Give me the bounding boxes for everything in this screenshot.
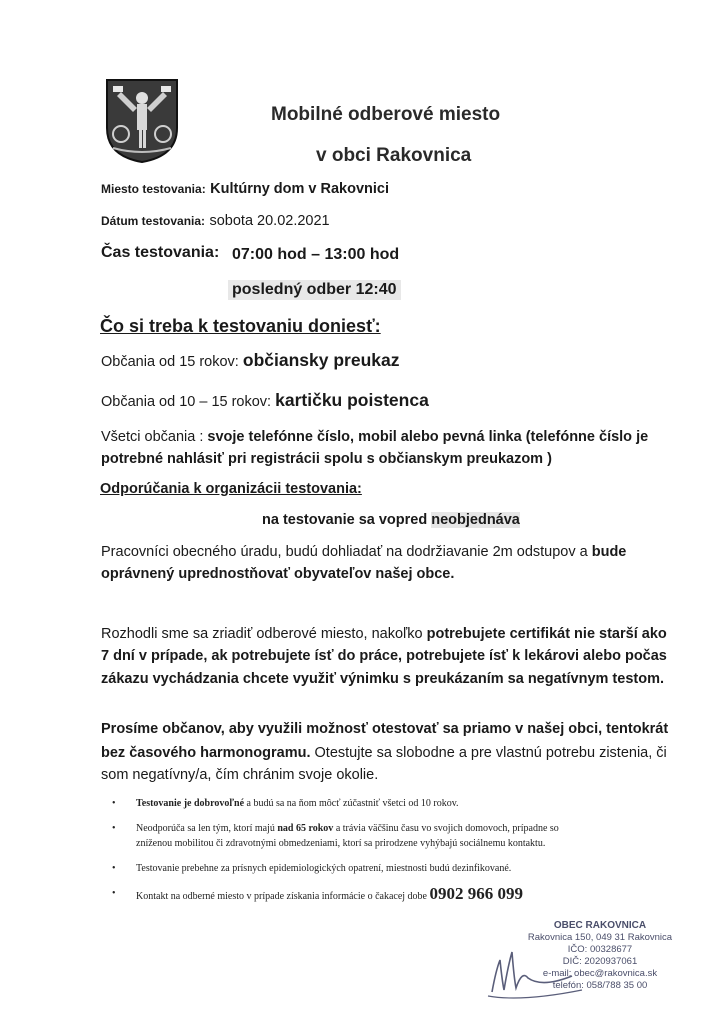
bullet-4: Kontakt na odberné miesto v prípade získania informácie o čakacej dobe (136, 891, 430, 902)
date-row (101, 212, 330, 230)
bullet-list (112, 796, 632, 914)
bullet-item-1 (112, 796, 632, 811)
bullet-item-2 (112, 821, 632, 851)
bring-line-2 (101, 390, 429, 411)
bring-line-2-prefix: Občania od 10 – 15 rokov: (101, 394, 276, 410)
bullet-icon: • (112, 798, 116, 809)
stamp-name: OBEC RAKOVNICA (553, 920, 647, 931)
no-appointment-highlight: neobjednáva (431, 512, 520, 528)
place-row (101, 180, 389, 198)
bullet-1-rest: a budú sa na ňom môcť zúčastniť všetci od 10 rokov. (244, 798, 459, 809)
date-value: sobota 20.02.2021 (209, 213, 330, 229)
stamp-ico: IČO: 00328677 (567, 944, 633, 955)
stamp-email: e-mail: obec@rakovnica.sk (542, 968, 658, 979)
paragraph-1-line-1 (101, 543, 626, 561)
paragraph-2-bold-b: 7 dní v prípade, ak potrebujete ísť do práce, potrebujete ísť k lekárovi alebo počas (101, 648, 667, 664)
last-sample: posledný odber 12:40 (228, 280, 401, 300)
no-appointment-line (262, 512, 520, 528)
bullet-icon: • (112, 863, 116, 874)
bullet-2-c: zníženou mobilitou či zdravotnými obmedzeniami, ktorí sa prirodzene vyhýbajú sociálnemu kontaktu. (136, 838, 546, 849)
bullet-1-bold: Testovanie je dobrovoľné (136, 798, 245, 809)
coat-of-arms-icon (103, 76, 181, 164)
bring-line-2-value: kartičku poistenca (275, 390, 429, 410)
place-label: Miesto testovania: (101, 182, 206, 196)
bring-line-3-bold-b: potrebné nahlásiť pri registrácii spolu s občianskym preukazom ) (101, 451, 552, 467)
paragraph-1-normal: Pracovníci obecného úradu, budú dohliadať na dodržiavanie 2m odstupov a (101, 544, 592, 560)
paragraph-1-bold-b: oprávnený uprednostňovať obyvateľov našej obce. (101, 566, 455, 582)
stamp-address: Rakovnica 150, 049 31 Rakovnica (527, 932, 673, 943)
title-line-2: v obci Rakovnica (316, 145, 472, 166)
paragraph-2-bold-a: potrebujete certifikát nie starší ako (426, 626, 667, 642)
bring-heading: Čo si treba k testovaniu doniesť: (100, 316, 381, 336)
paragraph-3-bold-b: bez časového harmonogramu. (101, 745, 311, 761)
bring-line-3-prefix: Všetci občania : (101, 429, 208, 445)
time-label: Čas testovania: (101, 244, 220, 261)
bullet-item-4 (112, 886, 632, 904)
paragraph-3-normal-b: som negatívny/a, čím chránim svoje okolie. (101, 767, 379, 783)
paragraph-2-line-1 (101, 625, 667, 643)
bring-line-3-bold-a: svoje telefónne číslo, mobil alebo pevná linka (telefónne číslo je (207, 429, 649, 445)
official-stamp (520, 920, 680, 992)
recommendations-heading: Odporúčania k organizácii testovania: (100, 481, 362, 497)
bring-line-1-prefix: Občania od 15 rokov: (101, 354, 243, 370)
bring-line-1 (101, 350, 399, 371)
bullet-2-b: a trávia väčšinu času vo svojich domovoch, prípadne so (333, 823, 559, 834)
time-value: 07:00 hod – 13:00 hod (232, 246, 400, 263)
bring-line-1-value: občiansky preukaz (242, 350, 400, 370)
bullet-3: Testovanie prebehne za prísnych epidemiologických opatrení, miestnosti budú dezinfikované. (136, 863, 512, 874)
paragraph-1-bold-a: bude (591, 544, 627, 560)
bullet-icon: • (112, 823, 116, 834)
paragraph-2-bold-c: zákazu vychádzania chcete využiť výnimku s preukázaním sa negatívnym testom. (101, 671, 665, 687)
title-line-1: Mobilné odberové miesto (271, 104, 501, 125)
bullet-icon: • (112, 888, 116, 899)
stamp-dic: DIČ: 2020937061 (562, 956, 638, 967)
place-value: Kultúrny dom v Rakovnici (210, 181, 390, 197)
bring-line-3 (101, 428, 648, 446)
contact-phone: 0902 966 099 (429, 884, 523, 903)
bullet-2-bold: nad 65 rokov (277, 823, 334, 834)
no-appointment-prefix: na testovanie sa vopred (262, 512, 432, 528)
paragraph-3-normal-a: Otestujte sa slobodne a pre vlastnú potrebu zistenia, či (310, 745, 667, 761)
date-label: Dátum testovania: (101, 214, 206, 228)
paragraph-2-normal: Rozhodli sme sa zriadiť odberové miesto, nakoľko (101, 626, 427, 642)
paragraph-3-bold-a: Prosíme občanov, aby využili možnosť otestovať sa priamo v našej obci, tentokrát (101, 721, 669, 737)
paragraph-3-line-2 (101, 744, 667, 762)
bullet-item-3 (112, 861, 632, 876)
stamp-phone: telefón: 058/788 35 00 (552, 980, 648, 991)
bullet-2-a: Neodporúča sa len tým, ktorí majú (136, 823, 278, 834)
